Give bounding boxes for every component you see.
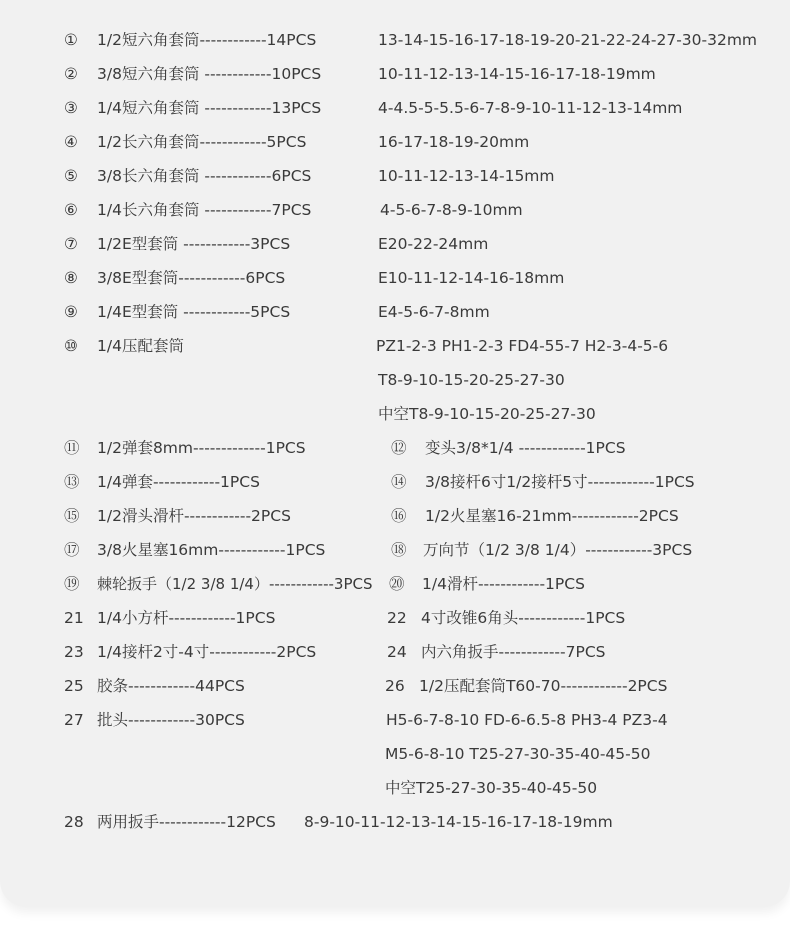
item-number: ⑪ (64, 439, 80, 457)
item-number: ⑭ (391, 473, 407, 491)
item-name: 1/2长六角套筒------------5PCS (97, 133, 307, 151)
item-number: ⑲ (64, 575, 80, 593)
item-name: 1/4长六角套筒 ------------7PCS (97, 201, 312, 219)
item-name: 内六角扳手------------7PCS (421, 643, 606, 661)
item-number: ⑮ (64, 507, 80, 525)
item-number: ⑥ (64, 201, 78, 219)
item-name: 3/8短六角套筒 ------------10PCS (97, 65, 322, 83)
item-spec-line-2: T8-9-10-15-20-25-27-30 (378, 371, 565, 389)
item-number: ⑳ (389, 575, 405, 593)
item-name: 变头3/8*1/4 ------------1PCS (425, 439, 626, 457)
item-number: 28 (64, 813, 84, 831)
item-name: 1/4滑杆------------1PCS (422, 575, 585, 593)
item-name: 1/2弹套8mm-------------1PCS (97, 439, 306, 457)
item-number: 26 (385, 677, 405, 695)
item-spec: 10-11-12-13-14-15-16-17-18-19mm (378, 65, 656, 83)
item-name: 1/4接杆2寸-4寸------------2PCS (97, 643, 317, 661)
item-number: 25 (64, 677, 84, 695)
item-name: 3/8E型套筒------------6PCS (97, 269, 286, 287)
item-number: 24 (387, 643, 407, 661)
item-spec: E10-11-12-14-16-18mm (378, 269, 565, 287)
item-number: ⑤ (64, 167, 78, 185)
item-number: ⑩ (64, 337, 78, 355)
item-number: 23 (64, 643, 84, 661)
item-number: ② (64, 65, 78, 83)
item-spec: 8-9-10-11-12-13-14-15-16-17-18-19mm (304, 813, 613, 831)
item-name: 1/4弹套------------1PCS (97, 473, 260, 491)
item-number: ③ (64, 99, 78, 117)
item-number: ⑰ (64, 541, 80, 559)
item-spec: E4-5-6-7-8mm (378, 303, 490, 321)
item-name: 4寸改锥6角头------------1PCS (421, 609, 626, 627)
item-number: 27 (64, 711, 84, 729)
item-name: 万向节（1/2 3/8 1/4）------------3PCS (423, 541, 693, 559)
item-spec: 4-5-6-7-8-9-10mm (380, 201, 523, 219)
item-name: 1/4E型套筒 ------------5PCS (97, 303, 291, 321)
item-name: 1/2压配套筒T60-70------------2PCS (419, 677, 668, 695)
item-name: 3/8火星塞16mm------------1PCS (97, 541, 326, 559)
item-name: 棘轮扳手（1/2 3/8 1/4）------------3PCS (97, 575, 373, 593)
item-name: 1/2短六角套筒------------14PCS (97, 31, 317, 49)
item-number: ① (64, 31, 78, 49)
item-number: ⑱ (391, 541, 407, 559)
item-spec: 13-14-15-16-17-18-19-20-21-22-24-27-30-32mm (378, 31, 758, 49)
item-number: ⑧ (64, 269, 78, 287)
item-spec-line-2: M5-6-8-10 T25-27-30-35-40-45-50 (385, 745, 651, 763)
item-name: 胶条------------44PCS (97, 677, 245, 695)
item-spec: 10-11-12-13-14-15mm (378, 167, 555, 185)
item-name: 3/8接杆6寸1/2接杆5寸------------1PCS (425, 473, 695, 491)
item-spec-line-3: 中空T25-27-30-35-40-45-50 (385, 779, 598, 797)
item-number: 21 (64, 609, 84, 627)
item-spec-line-3: 中空T8-9-10-15-20-25-27-30 (378, 405, 596, 423)
item-spec: 16-17-18-19-20mm (378, 133, 530, 151)
item-name: 两用扳手------------12PCS (97, 813, 276, 831)
item-number: ⑨ (64, 303, 78, 321)
item-name: 批头------------30PCS (97, 711, 245, 729)
item-name: 1/4短六角套筒 ------------13PCS (97, 99, 322, 117)
item-spec: E20-22-24mm (378, 235, 489, 253)
item-name: 3/8长六角套筒 ------------6PCS (97, 167, 312, 185)
item-number: ④ (64, 133, 78, 151)
item-spec: 4-4.5-5-5.5-6-7-8-9-10-11-12-13-14mm (378, 99, 683, 117)
item-spec: H5-6-7-8-10 FD-6-6.5-8 PH3-4 PZ3-4 (386, 711, 668, 729)
item-number: ⑦ (64, 235, 78, 253)
item-name: 1/4压配套筒 (97, 337, 184, 355)
item-name: 1/4小方杆------------1PCS (97, 609, 276, 627)
item-number: ⑬ (64, 473, 80, 491)
item-spec: PZ1-2-3 PH1-2-3 FD4-55-7 H2-3-4-5-6 (376, 337, 669, 355)
item-number: 22 (387, 609, 407, 627)
item-name: 1/2E型套筒 ------------3PCS (97, 235, 291, 253)
item-number: ⑯ (391, 507, 407, 525)
item-name: 1/2火星塞16-21mm------------2PCS (425, 507, 679, 525)
item-number: ⑫ (391, 439, 407, 457)
item-name: 1/2滑头滑杆------------2PCS (97, 507, 291, 525)
